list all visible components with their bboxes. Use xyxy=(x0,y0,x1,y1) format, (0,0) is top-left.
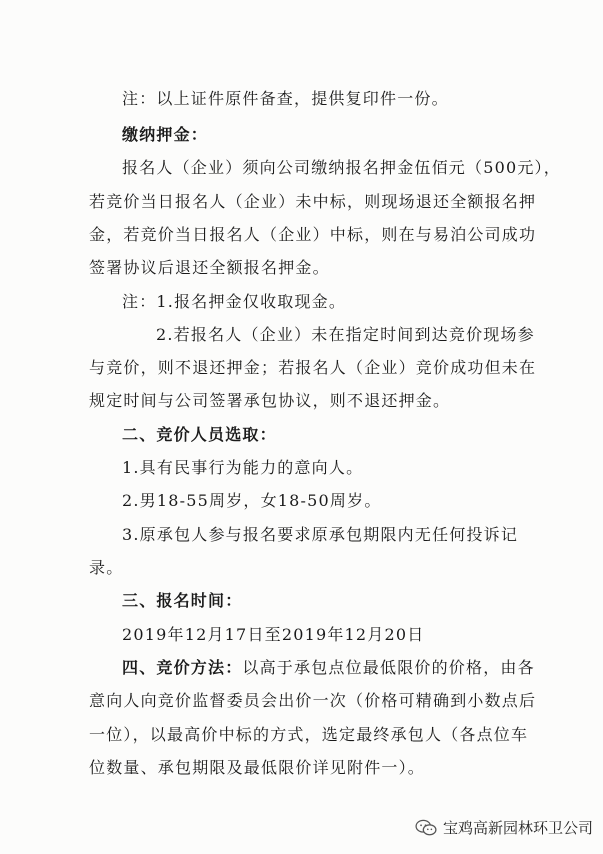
wechat-icon xyxy=(415,819,437,837)
text-line: 2019年12月17日至2019年12月20日 xyxy=(122,625,425,644)
text-line: 注：1.报名押金仅收取现金。 xyxy=(122,292,347,311)
section-heading: 三、报名时间： xyxy=(122,591,243,610)
section-heading: 四、竞价方法： xyxy=(122,658,243,677)
text-line-mixed xyxy=(122,658,535,678)
text-span: 以高于承包点位最低限价的价格，由各 xyxy=(242,658,535,677)
section-heading: 二、竞价人员选取： xyxy=(122,425,277,444)
text-line: 意向人向竞价监督委员会出价一次（价格可精确到小数点后 xyxy=(89,691,537,710)
text-line: 若竞价当日报名人（企业）未中标，则现场退还全额报名押 xyxy=(89,192,537,211)
text-line: 2.若报名人（企业）未在指定时间到达竞价现场参 xyxy=(156,325,535,344)
watermark xyxy=(415,817,593,838)
watermark-text: 宝鸡高新园林环卫公司 xyxy=(442,819,593,837)
text-line: 2.男18-55周岁，女18-50周岁。 xyxy=(122,491,382,510)
text-line: 与竞价，则不退还押金；若报名人（企业）竞价成功但未在 xyxy=(89,358,537,377)
text-line: 注：以上证件原件备查，提供复印件一份。 xyxy=(122,89,449,108)
section-heading: 缴纳押金： xyxy=(122,125,209,144)
text-line: 规定时间与公司签署承包协议，则不退还押金。 xyxy=(89,391,451,410)
text-line: 位数量、承包期限及最低限价详见附件一）。 xyxy=(89,758,426,777)
text-line: 金，若竞价当日报名人（企业）中标，则在与易泊公司成功 xyxy=(89,225,537,244)
text-line: 签署协议后退还全额报名押金。 xyxy=(89,258,330,277)
text-line: 一位），以最高价中标的方式，选定最终承包人（各点位车 xyxy=(89,725,529,744)
text-line: 1.具有民事行为能力的意向人。 xyxy=(122,458,364,477)
text-line: 录。 xyxy=(89,558,124,577)
text-line: 报名人（企业）须向公司缴纳报名押金伍佰元（500元）， xyxy=(122,158,561,177)
text-line: 3.原承包人参与报名要求原承包期限内无任何投诉记 xyxy=(122,525,519,544)
